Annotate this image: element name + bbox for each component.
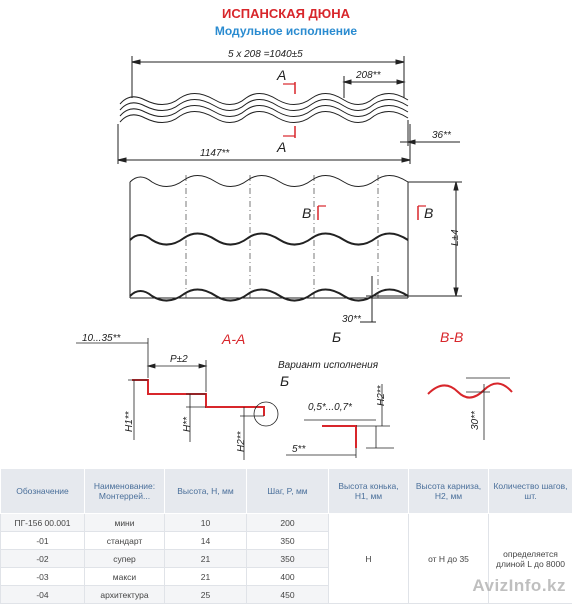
section-mark-b-left: В [302, 205, 311, 221]
cell-designation: -01 [1, 532, 85, 550]
section-mark-a-top: А [276, 67, 286, 83]
cell-name: макси [85, 568, 165, 586]
dim-10-35: 10...35** [82, 333, 121, 344]
dim-h: H** [182, 416, 193, 432]
cell-name: стандарт [85, 532, 165, 550]
dim-05-07: 0,5*...0,7* [308, 402, 353, 413]
cell-pitch: 400 [247, 568, 329, 586]
section-mark-a-bottom: А [276, 139, 286, 155]
section-mark-b-right: В [424, 205, 433, 221]
cell-height: 14 [165, 532, 247, 550]
cell-designation: -03 [1, 568, 85, 586]
cell-height: 21 [165, 568, 247, 586]
col-step-count: Количество шагов, шт. [489, 469, 572, 514]
dim-step-208: 208** [355, 70, 382, 81]
cell-name: мини [85, 514, 165, 532]
front-sheet-view [130, 175, 462, 322]
cell-name: архитектура [85, 586, 165, 604]
dim-eave-30: 30** [342, 314, 362, 325]
cell-height: 25 [165, 586, 247, 604]
cell-name: супер [85, 550, 165, 568]
section-title-bb: В-В [440, 329, 463, 345]
dim-length-l: L±4 [450, 229, 461, 246]
dim-h1: H1** [124, 410, 135, 432]
variant-caption: Вариант исполнения [278, 360, 379, 371]
cell-step-count: определяется длиной L до 8000 [489, 514, 572, 604]
section-title-aa: А-А [221, 331, 245, 347]
cell-ridge-height: Н [329, 514, 409, 604]
col-name: Наименование: Монтеррей... [85, 469, 165, 514]
page-title: ИСПАНСКАЯ ДЮНА [0, 6, 572, 21]
top-profile-view [118, 56, 460, 164]
cell-designation: ПГ-156 00.001 [1, 514, 85, 532]
col-pitch: Шаг, P, мм [247, 469, 329, 514]
dim-total-width: 5 x 208 =1040±5 [228, 49, 303, 60]
col-ridge-height: Высота конька, H1, мм [329, 469, 409, 514]
cell-height: 21 [165, 550, 247, 568]
dim-pitch-p: P±2 [170, 354, 188, 365]
cell-pitch: 350 [247, 550, 329, 568]
dim-30-bb: 30** [470, 410, 481, 430]
cell-height: 10 [165, 514, 247, 532]
cell-pitch: 350 [247, 532, 329, 550]
dim-5: 5** [292, 444, 306, 455]
cell-designation: -04 [1, 586, 85, 604]
table-header-row [1, 469, 572, 514]
cell-pitch: 450 [247, 586, 329, 604]
variant-label: Б [280, 373, 289, 389]
col-designation: Обозначение [1, 469, 85, 514]
cell-eave-height: от Н до 35 [409, 514, 489, 604]
detail-label-b: Б [332, 329, 341, 345]
table-row [1, 514, 572, 532]
dim-h2: H2** [236, 430, 247, 452]
col-height: Высота, H, мм [165, 469, 247, 514]
dim-h2-variant: H2** [376, 384, 387, 406]
technical-drawing [0, 40, 572, 468]
cell-pitch: 200 [247, 514, 329, 532]
col-eave-height: Высота карниза, H2, мм [409, 469, 489, 514]
page-subtitle: Модульное исполнение [0, 24, 572, 38]
dim-overhang-36: 36** [432, 130, 452, 141]
cell-designation: -02 [1, 550, 85, 568]
watermark-logo: AvizInfo.kz [472, 576, 566, 596]
dim-width-1147: 1147** [200, 148, 230, 159]
